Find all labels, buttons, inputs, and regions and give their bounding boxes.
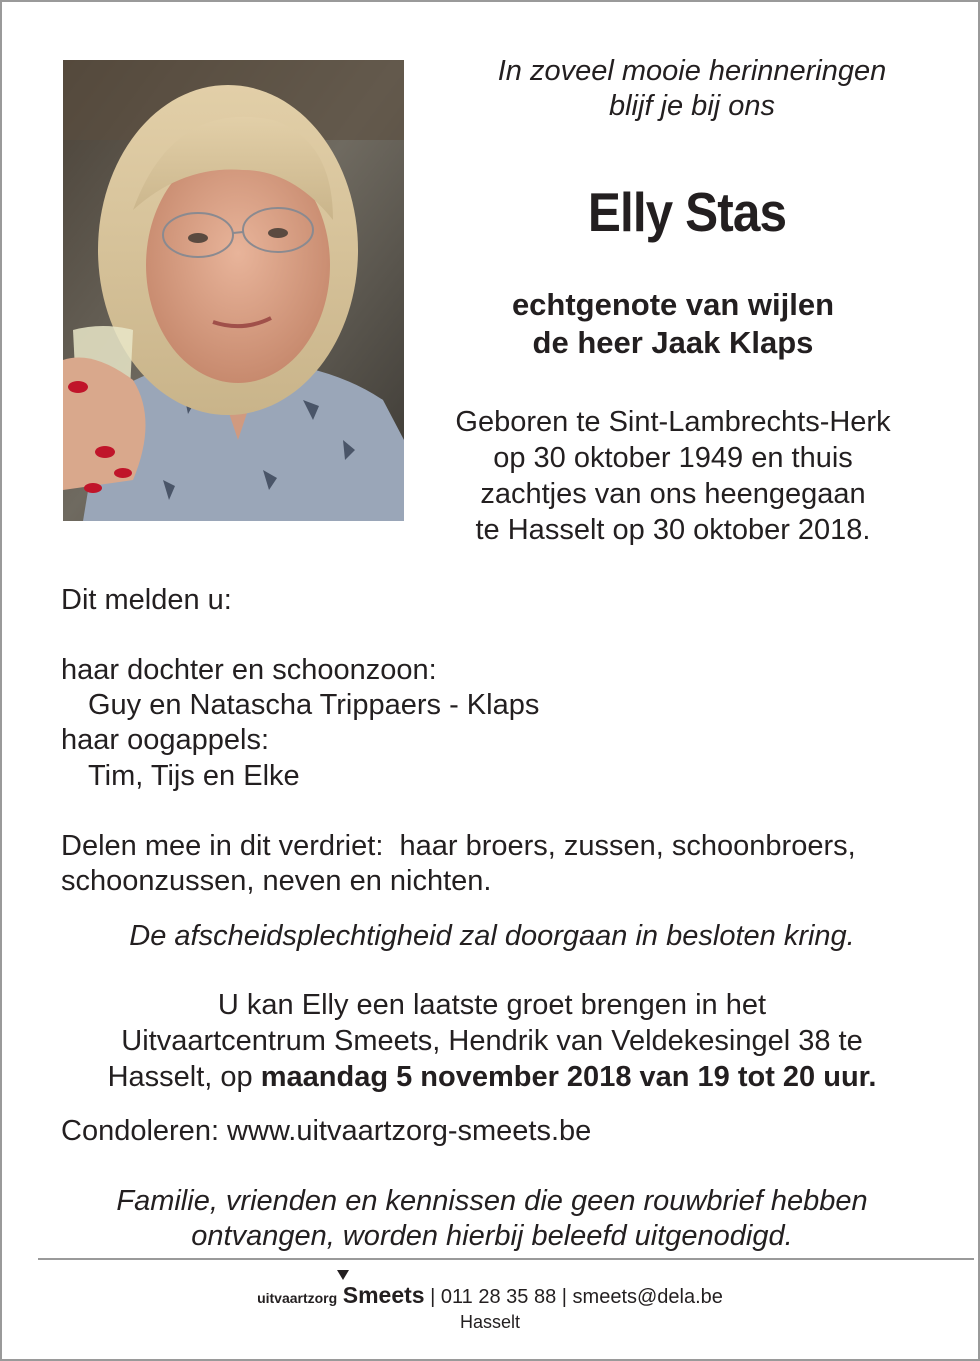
invitation-line-2: ontvangen, worden hierbij beleefd uitgenodigd.	[191, 1220, 793, 1252]
footer-contact	[2, 1282, 978, 1309]
footer-city: Hasselt	[459, 1312, 521, 1332]
share-line-1: Delen mee in dit verdriet: haar broers, zussen, schoonbroers,	[61, 830, 856, 862]
portrait-photo	[63, 60, 404, 521]
logo-big-text: Smeets	[342, 1282, 425, 1308]
condolences: Condoleren: www.uitvaartzorg-smeets.be	[61, 1115, 592, 1147]
footer-email: smeets@dela.be	[572, 1286, 723, 1308]
visit-line-3	[42, 1060, 942, 1095]
visit-line-2: Uitvaartcentrum Smeets, Hendrik van Veldekesingel 38 te	[121, 1025, 863, 1057]
deceased-name: Elly Stas	[587, 181, 787, 243]
birth-line-1: Geboren te Sint-Lambrechts-Herk	[455, 406, 891, 438]
footer-divider	[38, 1258, 974, 1260]
spouse-line-2: de heer Jaak Klaps	[532, 325, 814, 360]
footer	[2, 1268, 978, 1348]
logo-small-text: uitvaartzorg	[257, 1290, 338, 1306]
birth-line-2: op 30 oktober 1949 en thuis	[493, 442, 853, 474]
daughter-label: haar dochter en schoonzoon:	[61, 654, 437, 686]
motto-line-2: blijf je bij ons	[608, 90, 776, 122]
announcement-intro: Dit melden u:	[61, 584, 232, 616]
daughter-names: Guy en Natascha Trippaers - Klaps	[88, 689, 540, 721]
separator: |	[430, 1286, 436, 1308]
birth-info	[422, 404, 924, 548]
funeral-home-logo	[257, 1282, 425, 1309]
grandchildren-names: Tim, Tijs en Elke	[88, 760, 300, 792]
spouse-info	[422, 286, 924, 362]
visit-line-3-prefix: Hasselt, op	[107, 1061, 261, 1093]
birth-line-4: te Hasselt op 30 oktober 2018.	[475, 514, 871, 546]
separator: |	[561, 1286, 567, 1308]
footer-phone: 011 28 35 88	[440, 1286, 557, 1308]
grandchildren-label: haar oogappels:	[61, 724, 269, 756]
spouse-line-1: echtgenote van wijlen	[511, 287, 835, 322]
portrait-illustration	[63, 60, 404, 521]
visit-line-1: U kan Elly een laatste groet brengen in het	[217, 989, 767, 1021]
logo-triangle-icon	[337, 1270, 349, 1280]
share-line-2: schoonzussen, neven en nichten.	[61, 865, 492, 897]
birth-line-3: zachtjes van ons heengegaan	[480, 478, 866, 510]
motto	[422, 54, 962, 124]
ceremony-note: De afscheidsplechtigheid zal doorgaan in besloten kring.	[129, 920, 855, 952]
visit-datetime: maandag 5 november 2018 van 19 tot 20 uur.	[260, 1061, 877, 1093]
invitation-line-1: Familie, vrienden en kennissen die geen rouwbrief hebben	[116, 1185, 868, 1217]
motto-line-1: In zoveel mooie herinneringen	[497, 55, 887, 87]
